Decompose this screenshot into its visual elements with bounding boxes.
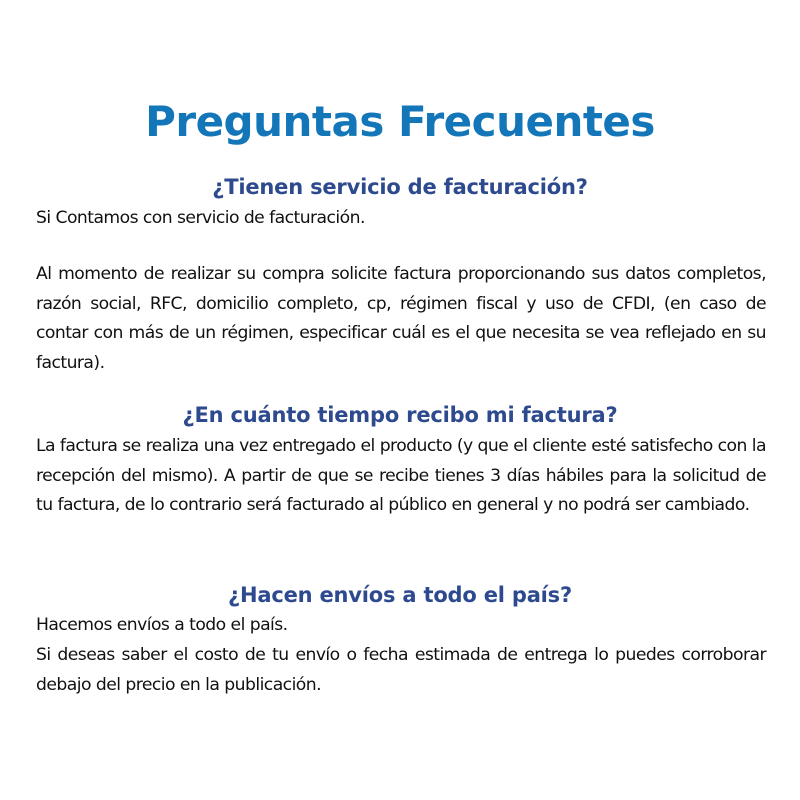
faq-answer-billing-intro: Si Contamos con servicio de facturación. [36,208,365,228]
faq-answer-shipping-details: Si deseas saber el costo de tu envío o fecha estimada de entrega lo puedes corroborar debajo del precio en la publicación. [36,645,766,695]
page-title: Preguntas Frecuentes [145,97,655,146]
faq-answer-billing-details: Al momento de realizar su compra solicite factura proporcionando sus datos completos, razón social, RFC, domicilio completo, cp, régimen fiscal y uso de CFDI, (en caso de contar con más de un régimen, especificar cuál es el que necesita se vea reflejado en su factura). [36,264,766,373]
faq-answer-shipping-intro: Hacemos envíos a todo el país. [36,615,288,635]
faq-question-billing: ¿Tienen servicio de facturación? [212,175,588,199]
faq-answer-invoice-time: La factura se realiza una vez entregado el producto (y que el cliente esté satisfecho con la recepción del mismo). A partir de que se recibe tienes 3 días hábiles para la solicitud de tu factura, de lo contrario será facturado al público en general y no podrá ser cambiado. [36,436,766,515]
faq-question-invoice-time: ¿En cuánto tiempo recibo mi factura? [182,403,618,427]
faq-question-shipping: ¿Hacen envíos a todo el país? [228,583,572,607]
